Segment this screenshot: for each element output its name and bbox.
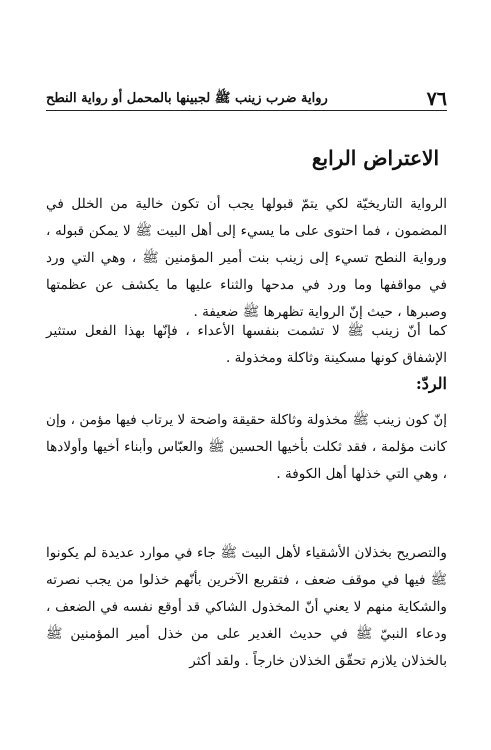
objection-paragraph-1: الرواية التاريخيّة لكي يتمّ قبولها يجب أن تكون خالية من الخلل في المضمون ، فما احتوى على ما يسيء إلى أهل البيت ﷺ لا يمكن قبوله ، ورواية النطح تسيء إلى زينب بنت أمير المؤمنين ﷺ ، وهي التي ورد في مواقفها وما ورد في مدحها والثناء عليها ما يكشف عن عظمتها وصبرها ، حيث إنّ الرواية تظهرها ﷺ ضعيفة .: [46, 196, 447, 320]
reply-paragraph-2: والتصريح بخذلان الأشقياء لأهل البيت ﷺ جاء في موارد عديدة لم يكونوا ﷺ فيها في موقف ضعف ، فتقريع الآخرين بأنّهم خذلوا من يجب نصرته والشكاية منهم لا يعني أنّ المخذول الشاكي قد أوقع نفسه في الضعف ، ودعاء النبيّ ﷺ في حديث الغدير على من خذل أمير المؤمنين ﷺ بالخذلان يلازم تحقّق الخذلان خارجاً . ولقد أكثر: [46, 545, 447, 669]
objection-paragraph-2: كما أنّ زينب ﷺ لا تشمت بنفسها الأعداء ، فإنّها بهذا الفعل ستثير الإشفاق كونها مسكينة وثاكلة ومخذولة .: [46, 323, 447, 366]
page-header: [46, 84, 447, 111]
reply-paragraph-1: إنّ كون زينب ﷺ مخذولة وثاكلة حقيقة واضحة لا يرتاب فيها مؤمن ، وإن كانت مؤلمة ، فقد ثكلت بأخيها الحسين ﷺ والعبّاس وأبناء أخيها وأولادها ، وهي التي خذلها أهل الكوفة .: [46, 412, 447, 482]
page-number: ٧٦: [426, 88, 447, 110]
reply-heading: الردّ:: [415, 374, 447, 393]
section-title: الاعتراض الرابع: [311, 146, 439, 170]
running-title: رواية ضرب زينب ﷺ لجبينها بالمحمل أو رواية النطح: [46, 91, 328, 106]
